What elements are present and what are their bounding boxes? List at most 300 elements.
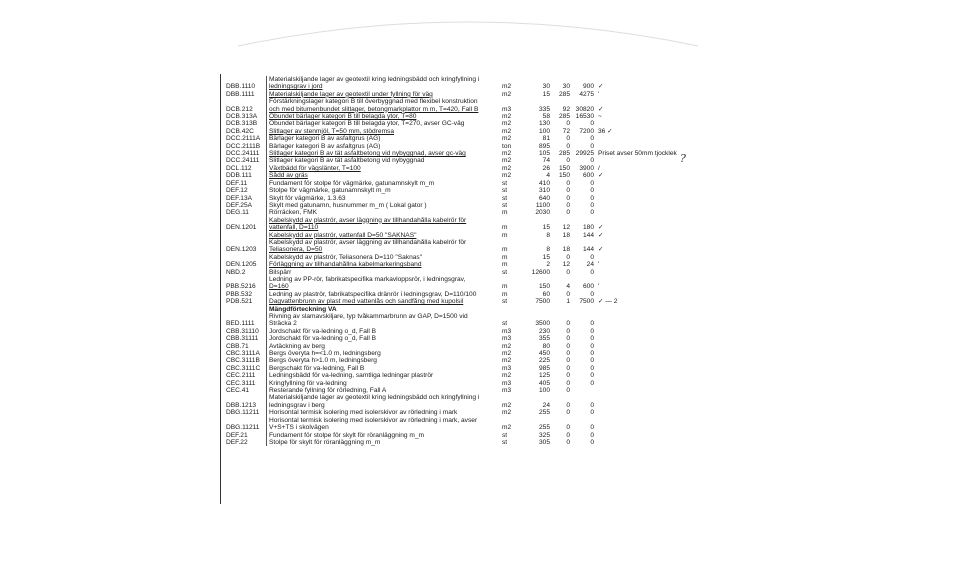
row-amount: 7500 — [579, 298, 594, 306]
row-description: Horisontal termisk isolering med isolerskivor av rörledning i mark — [266, 409, 502, 416]
row-note — [594, 120, 598, 127]
row-unit — [502, 313, 524, 320]
table-row — [226, 91, 606, 98]
row-code: DEF.12 — [226, 187, 248, 195]
row-quantity: 3500 — [535, 320, 550, 328]
row-code: CEC.2111 — [226, 372, 256, 380]
row-quantity: 410 — [538, 179, 550, 187]
table-row — [226, 127, 613, 135]
row-quantity: 24 — [542, 401, 550, 409]
row-code — [226, 313, 266, 320]
row-code: NBD.2 — [226, 268, 246, 276]
row-unit-price: 0 — [566, 320, 570, 328]
table-row — [226, 313, 606, 320]
row-quantity — [524, 313, 550, 320]
row-amount: 600 — [582, 172, 594, 180]
row-unit-price: 0 — [566, 268, 570, 276]
row-amount — [570, 394, 594, 401]
row-note: ✓ — [598, 246, 604, 254]
row-description: Fundament för stolpe för skylt för röranläggning m_m — [266, 432, 502, 439]
row-quantity: 130 — [538, 120, 550, 128]
row-quantity: 325 — [538, 431, 550, 439]
row-unit-price: 0 — [566, 401, 570, 409]
row-quantity — [524, 76, 550, 83]
row-description: Fundament för stolpe för vägmärke, gatunamnskylt m_m — [266, 180, 502, 187]
table-row — [226, 180, 606, 187]
row-unit: m — [502, 283, 508, 291]
row-quantity: 985 — [538, 364, 550, 372]
row-unit: m2 — [502, 113, 512, 121]
row-amount: 144 — [582, 231, 594, 239]
row-unit: m2 — [502, 342, 512, 350]
row-note: ✓ — [598, 224, 604, 232]
row-unit: m3 — [502, 387, 512, 395]
row-note: ' — [598, 261, 600, 269]
row-amount: 4275 — [579, 90, 594, 98]
row-unit: m2 — [502, 157, 512, 165]
table-row — [226, 439, 606, 446]
row-description: Ledningsbädd för va-ledning, samtliga ledningar plaströr — [266, 372, 502, 379]
row-amount: 30820 — [575, 105, 594, 113]
table-row — [226, 283, 606, 290]
row-unit-price: 0 — [566, 342, 570, 350]
row-description: Obundet bärlager kategori B till belagda ytor, T=80 — [266, 113, 502, 120]
table-row — [226, 120, 606, 127]
row-quantity: 8 — [546, 246, 550, 254]
row-code — [226, 417, 266, 424]
row-code: DEN.1203 — [226, 246, 257, 254]
row-description: Jordschakt för va-ledning o_d, Fall B — [266, 328, 502, 335]
row-description: Skylt för vägmärke, 1.3.63 — [266, 195, 502, 202]
row-unit-price: 0 — [566, 424, 570, 432]
row-code: PDB.521 — [226, 298, 253, 306]
row-amount: 0 — [590, 142, 594, 150]
row-unit-price: 0 — [566, 364, 570, 372]
table-row — [226, 239, 606, 246]
row-note — [594, 394, 598, 401]
row-unit-price: 0 — [566, 201, 570, 209]
row-note: ~ — [598, 113, 602, 121]
row-unit-price — [550, 239, 570, 246]
table-row — [226, 343, 606, 350]
table-row — [226, 135, 606, 142]
row-description: Slitlager kategori B av tät asfaltbetong vid nybyggnad, avser gc-väg — [266, 150, 502, 157]
row-code: CEC.41 — [226, 387, 250, 395]
row-amount: 180 — [582, 224, 594, 232]
row-unit — [502, 417, 524, 424]
row-note — [594, 217, 598, 224]
row-description: Mängdförteckning VA — [266, 306, 502, 313]
row-amount: 0 — [590, 335, 594, 343]
table-row — [226, 335, 606, 342]
row-description: Dagvattenbrunn av plast med vattenlås och sandfång med kupolsil — [266, 298, 502, 305]
table-row — [226, 306, 606, 313]
row-code: DCC.24111 — [226, 157, 260, 165]
row-amount: 0 — [590, 179, 594, 187]
row-unit: m3 — [502, 105, 512, 113]
row-code: PBB.5216 — [226, 283, 256, 291]
row-note — [594, 98, 598, 105]
row-unit — [502, 76, 524, 83]
row-quantity: 405 — [538, 379, 550, 387]
row-unit-price: 92 — [562, 105, 570, 113]
table-row — [226, 172, 606, 179]
row-note — [594, 439, 598, 446]
row-amount: 0 — [590, 364, 594, 372]
row-note — [594, 432, 598, 439]
row-unit-price: 0 — [566, 431, 570, 439]
row-amount: 0 — [590, 401, 594, 409]
row-description: Ledning av PP-rör, fabrikatspecifika markavloppsrör, i ledningsgrav, — [266, 276, 502, 283]
row-description: Bärlager kategori B av asfaltgrus (AG) — [266, 135, 502, 142]
row-note — [594, 328, 598, 335]
row-amount: 900 — [582, 83, 594, 91]
row-amount: 0 — [590, 409, 594, 417]
row-unit: m2 — [502, 172, 512, 180]
row-unit-price — [550, 76, 570, 83]
row-amount — [570, 98, 594, 105]
row-note: ✓ — [598, 231, 604, 239]
row-code: CBC.3111A — [226, 350, 260, 358]
table-row — [226, 106, 606, 113]
row-code: DCB.212 — [226, 105, 253, 113]
row-unit: m3 — [502, 327, 512, 335]
row-code: DCB.313B — [226, 120, 258, 128]
row-note — [594, 187, 598, 194]
table-row — [226, 372, 606, 379]
row-note — [594, 387, 598, 394]
row-description: Horisontal termisk isolering med isolerskivor av rörledning i mark, avser — [266, 417, 502, 424]
row-unit-price — [550, 394, 570, 401]
row-description: vattenfall, D=110 — [266, 224, 502, 231]
row-description: Bilspärr — [266, 269, 502, 276]
row-amount: 0 — [590, 327, 594, 335]
row-description: och med bitumenbundet slitlager, betongmarkplattor m m, T=420, Fall B — [266, 106, 502, 113]
row-unit-price: 0 — [566, 372, 570, 380]
row-unit: m2 — [502, 150, 512, 158]
row-amount: 0 — [590, 201, 594, 209]
row-amount — [570, 417, 594, 424]
row-unit-price — [550, 98, 570, 105]
row-quantity: 60 — [542, 290, 550, 298]
row-description: Förläggning av tillhandahållna kabelmarkeringsband — [266, 261, 502, 268]
row-unit-price — [550, 313, 570, 320]
row-note — [594, 343, 598, 350]
row-unit-price: 18 — [562, 231, 570, 239]
row-unit-price: 0 — [566, 387, 570, 395]
table-row — [226, 320, 606, 327]
row-unit-price: 0 — [566, 194, 570, 202]
row-description: Förstärkningslager kategori B till överbyggnad med flexibel konstruktion — [266, 98, 502, 105]
row-unit: m — [502, 231, 508, 239]
row-note — [594, 202, 598, 209]
row-amount: 29925 — [575, 150, 594, 158]
row-unit-price: 150 — [558, 172, 570, 180]
row-code: DEG.11 — [226, 209, 249, 217]
row-description: ledningsgrav i jord — [266, 83, 502, 90]
row-unit: m2 — [502, 350, 512, 358]
row-quantity: 450 — [538, 350, 550, 358]
row-unit: m — [502, 246, 508, 254]
row-note — [594, 209, 598, 216]
row-amount: 7200 — [579, 127, 594, 135]
row-description: V+S+TS i skolvägen — [266, 424, 502, 431]
row-description: Bärlager kategori B av asfaltgrus (AG) — [266, 143, 502, 150]
row-description: Ledning av plaströr, fabrikatspecifika dränrör i ledningsgrav, D=110/100 — [266, 291, 502, 298]
table-row — [226, 357, 606, 364]
row-description: Stolpe för skylt för röranläggning m_m — [266, 439, 502, 446]
row-quantity: 15 — [542, 253, 550, 261]
row-quantity: 15 — [542, 224, 550, 232]
row-quantity: 74 — [542, 157, 550, 165]
row-amount: 0 — [590, 357, 594, 365]
row-unit-price — [550, 417, 570, 424]
row-code: DDB.111 — [226, 172, 252, 180]
table-row — [226, 224, 606, 231]
row-code — [226, 239, 266, 246]
row-quantity — [524, 239, 550, 246]
row-note — [594, 157, 598, 164]
row-note — [594, 320, 598, 327]
row-unit-price: 0 — [566, 327, 570, 335]
row-amount: 0 — [590, 209, 594, 217]
row-note — [594, 143, 598, 150]
row-description: Skylt med gatunamn, husnummer m_m ( Lokal gator ) — [266, 202, 502, 209]
row-amount — [570, 217, 594, 224]
row-unit-price: 285 — [558, 90, 570, 98]
table-row — [226, 291, 606, 298]
row-note — [594, 76, 598, 83]
row-unit-price: 0 — [566, 438, 570, 446]
row-unit-price: 0 — [566, 253, 570, 261]
row-code: CEC.3111 — [226, 379, 256, 387]
row-description: Rivning av slamavskiljare, typ tvåkammarbrunn av GAP, D=1500 vid — [266, 313, 502, 320]
row-amount — [570, 313, 594, 320]
row-unit-price: 0 — [566, 142, 570, 150]
row-unit-price: 72 — [562, 127, 570, 135]
row-quantity: 310 — [538, 187, 550, 195]
row-amount: 0 — [590, 157, 594, 165]
row-unit — [502, 306, 524, 313]
table-row — [226, 261, 606, 268]
table-row — [226, 76, 606, 83]
row-unit-price: 0 — [566, 120, 570, 128]
row-quantity: 255 — [538, 424, 550, 432]
row-amount: 144 — [582, 246, 594, 254]
row-description: D=160 — [266, 283, 502, 290]
row-amount — [570, 387, 594, 394]
table-row — [226, 387, 606, 394]
row-quantity: 150 — [538, 283, 550, 291]
row-description: Bergschakt för va-ledning, Fall B — [266, 365, 502, 372]
row-unit-price: 0 — [566, 135, 570, 143]
row-amount: 0 — [590, 424, 594, 432]
row-description: Kabelskydd av plaströr, avser läggning av tillhandahålla kabelrör för — [266, 217, 502, 224]
row-quantity: 895 — [538, 142, 550, 150]
table-row — [226, 424, 606, 431]
row-note — [594, 335, 598, 342]
row-code: DBB.1111 — [226, 90, 255, 98]
row-unit — [502, 217, 524, 224]
table-row — [226, 298, 618, 306]
table-row — [226, 202, 606, 209]
table-row — [226, 350, 606, 357]
row-amount: 24 — [586, 261, 594, 269]
row-note — [594, 180, 598, 187]
row-amount: 0 — [590, 120, 594, 128]
row-quantity: 125 — [538, 372, 550, 380]
row-note — [594, 291, 598, 298]
row-description: Rörräcken, FMK — [266, 209, 502, 216]
row-note — [594, 365, 598, 372]
row-unit: m2 — [502, 90, 512, 98]
question-mark-note: ? — [680, 152, 686, 165]
row-quantity: 640 — [538, 194, 550, 202]
row-amount: 0 — [590, 342, 594, 350]
table-row — [226, 209, 606, 216]
row-quantity: 2030 — [535, 209, 550, 217]
row-quantity — [524, 417, 550, 424]
left-margin-line — [220, 74, 221, 504]
row-amount — [570, 76, 594, 83]
row-unit-price: 12 — [562, 261, 570, 269]
row-description: Kabelskydd av plaströr, avser läggning av tillhandahålla kabelrör för — [266, 239, 502, 246]
row-unit: st — [502, 320, 508, 328]
table-row — [226, 365, 606, 372]
row-unit: m3 — [502, 335, 512, 343]
table-row — [226, 143, 606, 150]
row-note: ✓ — 2 — [598, 298, 618, 306]
row-amount: 0 — [590, 438, 594, 446]
row-note: ✓ — [598, 172, 604, 180]
row-note: ✓ — [598, 105, 604, 113]
row-code: DEF.11 — [226, 179, 248, 187]
row-code: DEF.22 — [226, 438, 248, 446]
row-amount: 0 — [590, 253, 594, 261]
row-unit-price: 0 — [566, 357, 570, 365]
row-unit: m — [502, 224, 508, 232]
row-quantity: 100 — [538, 127, 550, 135]
row-description: Kringfyllning för va-ledning — [266, 380, 502, 387]
row-code: DBB.1213 — [226, 401, 257, 409]
row-quantity: 305 — [538, 438, 550, 446]
row-description: Växtbädd för vägslänter, T=100 — [266, 165, 502, 172]
row-code: DCC.2111A — [226, 135, 261, 143]
row-amount: 16530 — [575, 113, 594, 121]
row-unit-price: 18 — [562, 246, 570, 254]
row-quantity: 4 — [546, 172, 550, 180]
row-note: Priset avser 50mm tjocklek — [598, 150, 677, 158]
row-unit: m2 — [502, 127, 512, 135]
row-amount — [570, 306, 594, 313]
row-note — [594, 380, 598, 387]
row-amount: 600 — [582, 283, 594, 291]
row-note — [594, 424, 598, 431]
row-code: DCL.112 — [226, 164, 252, 172]
row-unit-price: 0 — [566, 379, 570, 387]
row-amount: 0 — [590, 379, 594, 387]
table-row — [226, 246, 606, 253]
row-unit-price: 0 — [566, 179, 570, 187]
row-unit: ton — [502, 142, 512, 150]
row-quantity: 105 — [538, 150, 550, 158]
row-unit-price: 0 — [566, 157, 570, 165]
row-unit: m3 — [502, 364, 512, 372]
table-row — [226, 402, 606, 409]
row-unit-price: 4 — [566, 283, 570, 291]
row-code: DEN.1201 — [226, 224, 257, 232]
table-row — [226, 409, 606, 416]
row-unit: m — [502, 253, 508, 261]
table-row — [226, 165, 606, 172]
row-amount: 0 — [590, 194, 594, 202]
row-code: CBC.3111C — [226, 364, 261, 372]
row-quantity: 355 — [538, 335, 550, 343]
row-unit-price: 150 — [558, 164, 570, 172]
row-note — [594, 350, 598, 357]
row-code — [226, 276, 266, 283]
table-row — [226, 232, 606, 239]
row-unit: m — [502, 209, 508, 217]
row-description: Slitlager av stenmjöl, T=50 mm, stödremsa — [266, 128, 502, 135]
row-code — [226, 306, 266, 313]
row-description: Slitlager kategori B av tät asfaltbetong vid nybyggnad — [266, 157, 502, 164]
row-unit-price: 285 — [558, 150, 570, 158]
row-code: DEF.21 — [226, 431, 248, 439]
row-quantity: 81 — [542, 135, 550, 143]
row-note: ✓ — [598, 83, 604, 91]
table-row — [226, 269, 606, 276]
row-amount: 0 — [590, 135, 594, 143]
row-unit-price: 0 — [566, 409, 570, 417]
row-quantity: 2 — [546, 261, 550, 269]
row-description: Bergs överyta h>1.0 m, ledningsberg — [266, 357, 502, 364]
row-unit-price — [550, 306, 570, 313]
table-row — [226, 217, 606, 224]
row-description: Teliasonera, D=50 — [266, 246, 502, 253]
row-unit — [502, 98, 524, 105]
table-row — [226, 417, 606, 424]
row-code — [226, 394, 266, 401]
row-note — [594, 276, 598, 283]
row-unit: m2 — [502, 424, 512, 432]
row-unit: m2 — [502, 372, 512, 380]
row-code: CBC.3111B — [226, 357, 260, 365]
row-amount: 0 — [590, 372, 594, 380]
row-quantity: 12600 — [531, 268, 550, 276]
row-unit: m2 — [502, 135, 512, 143]
row-amount: 0 — [590, 268, 594, 276]
row-quantity: 15 — [542, 90, 550, 98]
row-description: Resterande fyllning för rörledning, Fall A — [266, 387, 502, 394]
row-description: Avtäckning av berg — [266, 343, 502, 350]
row-note — [594, 306, 598, 313]
table-row — [226, 328, 606, 335]
table-row — [226, 98, 606, 105]
row-code: DEN.1205 — [226, 261, 257, 269]
row-quantity: 100 — [538, 387, 550, 395]
row-code: DCB.313A — [226, 113, 258, 121]
row-code: CBB.31111 — [226, 335, 259, 343]
row-unit-price: 30 — [562, 83, 570, 91]
row-quantity: 80 — [542, 342, 550, 350]
row-description: Sträcka 2 — [266, 320, 502, 327]
row-unit-price — [550, 217, 570, 224]
row-quantity — [524, 217, 550, 224]
table-row — [226, 195, 606, 202]
row-unit: st — [502, 179, 508, 187]
row-note — [594, 372, 598, 379]
